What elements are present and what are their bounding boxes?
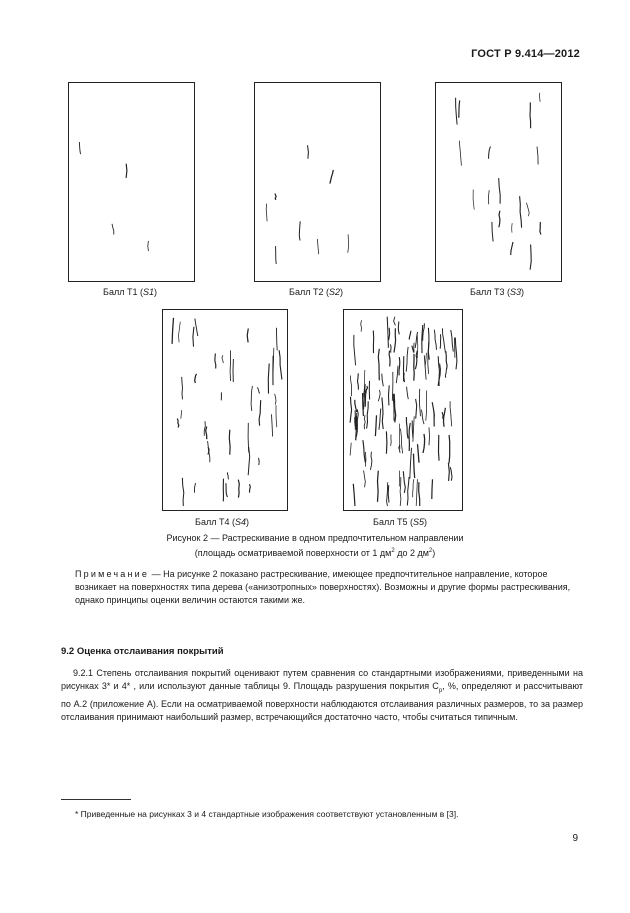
panel-caption-t4: Балл Т4 (S4) (195, 517, 249, 527)
crack-line (455, 338, 457, 370)
page-number: 9 (572, 833, 578, 844)
crack-line (375, 415, 376, 436)
crack-line (406, 417, 408, 439)
crack-line (308, 145, 309, 158)
crack-line (451, 330, 454, 352)
crack-line (391, 435, 392, 446)
crack-line (530, 245, 531, 270)
crack-line (268, 364, 269, 394)
crack-line (403, 471, 405, 493)
crack-line (419, 389, 420, 416)
crack-line (354, 335, 356, 365)
crack-line (277, 328, 278, 351)
crack-line (204, 421, 205, 436)
crack-line (112, 224, 114, 235)
crack-line (440, 334, 441, 348)
crack-line (259, 458, 260, 465)
crack-line (540, 93, 541, 102)
crack-line (353, 484, 355, 506)
crack-line (228, 472, 229, 479)
crack-line (416, 399, 417, 419)
crack-line (410, 448, 412, 479)
crack-pattern-t3 (436, 83, 561, 281)
crack-line (537, 147, 538, 165)
crack-line (387, 317, 388, 348)
crack-line (396, 366, 398, 384)
panel-caption-t2: Балл Т2 (S2) (289, 287, 343, 297)
section-paragraph: 9.2.1 Степень отслаивания покрытий оценивают путем сравнения со стандартными изображениями, приведенными на рисунках 3* и 4* , или используют данные таблицы 9. Площадь разрушения покрытия $С_р$, %, определяют и рассчитывают по А.2 (приложение А). Если на осматриваемой поверхности наблюдаются отслаивания различных размеров, то за размер отслаивания принимают наибольший размер, встречающийся достаточно часто, чтобы считаться типичным. (61, 668, 584, 722)
crack-line (459, 100, 460, 117)
crack-line (379, 409, 381, 430)
crack-line (407, 387, 409, 400)
crack-panel-t5 (343, 309, 463, 511)
crack-line (215, 354, 216, 369)
crack-line (446, 351, 447, 370)
crack-line (417, 334, 418, 358)
crack-line (444, 408, 446, 427)
crack-line (489, 147, 491, 159)
crack-line (442, 412, 443, 419)
panel-caption-t3: Балл Т3 (S3) (470, 287, 524, 297)
crack-line (259, 400, 261, 426)
crack-line (416, 479, 417, 506)
crack-line (450, 401, 452, 426)
crack-line (257, 387, 260, 393)
crack-line (432, 479, 433, 499)
figure-note (75, 568, 587, 607)
crack-line (449, 435, 450, 463)
crack-line (398, 322, 399, 335)
crack-line (404, 373, 405, 382)
crack-line (409, 423, 410, 451)
crack-line (414, 454, 415, 478)
crack-line (499, 211, 500, 227)
crack-pattern-t4 (163, 310, 287, 510)
crack-line (208, 441, 210, 462)
crack-line (317, 239, 318, 254)
crack-line (370, 452, 372, 470)
crack-line (394, 317, 396, 326)
crack-line (407, 477, 409, 506)
crack-line (126, 164, 127, 178)
crack-line (177, 419, 179, 428)
crack-line (195, 319, 198, 337)
panel-caption-t1: Балл Т1 (S1) (103, 287, 157, 297)
crack-line (195, 483, 196, 493)
crack-line (193, 327, 194, 347)
crack-line (222, 355, 224, 363)
figure-caption-line1: Рисунок 2 — Растрескивание в одном предпочтительном направлении (166, 533, 464, 543)
crack-line (387, 482, 388, 506)
crack-line (276, 405, 277, 427)
crack-line (365, 452, 366, 467)
crack-line (418, 444, 420, 463)
crack-line (172, 318, 173, 344)
crack-line (456, 98, 458, 125)
crack-line (389, 351, 390, 367)
crack-line (428, 328, 429, 360)
crack-line (540, 222, 541, 234)
crack-line (429, 427, 430, 445)
crack-line (520, 196, 522, 228)
crack-line (378, 390, 380, 401)
crack-line (378, 471, 379, 502)
crack-line (409, 331, 411, 340)
crack-line (392, 372, 393, 401)
crack-line (195, 374, 197, 383)
crack-line (350, 376, 351, 397)
crack-panel-t4 (162, 309, 288, 511)
crack-line (276, 246, 277, 264)
crack-line (364, 415, 365, 429)
crack-pattern-t1 (69, 83, 194, 281)
footnote-rule (61, 799, 131, 800)
crack-line (181, 410, 182, 419)
figure-caption (60, 532, 570, 560)
crack-line (279, 350, 282, 379)
crack-line (438, 356, 439, 386)
panel-caption-t5: Балл Т5 (S5) (373, 517, 427, 527)
crack-line (250, 484, 251, 492)
crack-line (445, 371, 446, 378)
crack-line (439, 435, 440, 461)
footnote: * Приведенные на рисунках 3 и 4 стандартные изображения соответствуют установленным в [3]. (75, 809, 459, 819)
crack-line (530, 102, 531, 128)
crack-line (390, 344, 391, 352)
crack-line (527, 203, 530, 217)
crack-line (473, 190, 474, 210)
crack-line (389, 328, 390, 340)
crack-line (382, 374, 384, 387)
note-lead: Примечание (75, 569, 150, 579)
crack-line (434, 330, 436, 350)
crack-line (266, 204, 267, 222)
crack-line (401, 429, 403, 454)
crack-line (394, 328, 396, 352)
crack-line (442, 328, 445, 352)
crack-line (358, 373, 359, 389)
crack-line (182, 478, 183, 506)
crack-line (419, 482, 420, 506)
crack-line (499, 178, 501, 204)
figure-caption-line2: (площадь осматриваемой поверхности от 1 $дм^2$ до 2 $дм^2$) (194, 548, 436, 558)
crack-line (492, 222, 493, 242)
crack-line (148, 241, 149, 251)
crack-line (275, 394, 276, 405)
crack-line (330, 170, 333, 184)
crack-line (238, 480, 239, 498)
crack-line (251, 386, 252, 411)
crack-line (350, 397, 352, 423)
crack-line (179, 322, 181, 343)
crack-line (226, 483, 228, 497)
crack-line (348, 234, 349, 253)
crack-line (378, 349, 379, 381)
crack-line (230, 350, 231, 381)
crack-line (459, 141, 461, 166)
crack-line (79, 142, 80, 154)
crack-panel-t3 (435, 82, 562, 282)
crack-pattern-t2 (255, 83, 380, 281)
crack-line (361, 320, 362, 331)
crack-panel-t1 (68, 82, 195, 282)
crack-line (488, 190, 489, 204)
crack-line (364, 470, 366, 487)
crack-line (448, 463, 449, 481)
crack-line (275, 194, 276, 200)
crack-line (355, 400, 357, 412)
note-text: — На рисунке 2 показано растрескивание, имеющее предпочтительное направление, которое возникает на поверхностях типа дерева («анизотропных» поверхностях). Возможны и другие формы растрескивания, однако принципы оценки величин остаются такими же. (75, 569, 571, 605)
section-title: 9.2 Оценка отслаивания покрытий (61, 646, 224, 657)
crack-line (272, 414, 273, 436)
crack-line (399, 357, 400, 375)
crack-line (511, 242, 513, 255)
crack-line (229, 430, 230, 455)
crack-line (386, 431, 387, 453)
crack-line (426, 391, 427, 421)
crack-line (247, 329, 248, 343)
crack-line (389, 385, 390, 405)
crack-line (413, 479, 414, 497)
crack-line (363, 440, 365, 462)
crack-line (512, 223, 513, 232)
crack-line (415, 351, 417, 369)
document-header: ГОСТ Р 9.414—2012 (471, 48, 580, 60)
crack-line (182, 377, 183, 399)
crack-line (450, 467, 452, 481)
crack-pattern-t5 (344, 310, 462, 510)
crack-line (382, 397, 383, 429)
crack-line (350, 443, 351, 456)
crack-line (413, 416, 414, 442)
crack-panel-t2 (254, 82, 381, 282)
crack-line (421, 410, 424, 424)
crack-line (423, 434, 425, 453)
crack-line (299, 221, 300, 240)
crack-line (367, 401, 369, 428)
crack-line (206, 427, 207, 440)
crack-line (406, 347, 408, 372)
crack-line (400, 477, 401, 506)
crack-line (388, 485, 389, 502)
